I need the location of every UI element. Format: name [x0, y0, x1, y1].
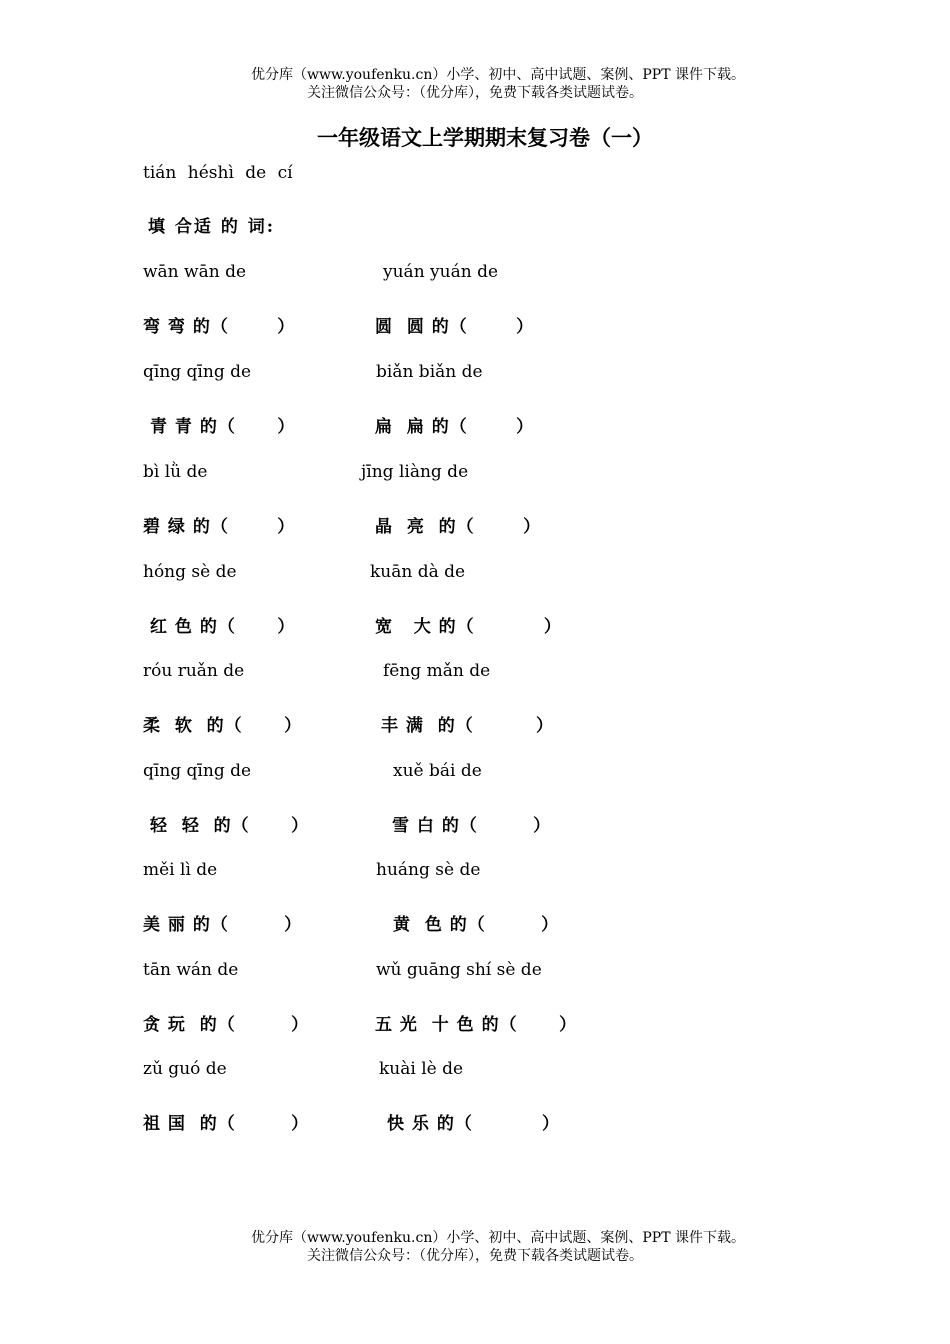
fill-blank-left[interactable]: 弯 弯 的（ ）: [143, 317, 296, 337]
pinyin-left: tān wán de: [143, 960, 239, 980]
pinyin-right: xuě bái de: [393, 761, 482, 781]
pinyin-left: hóng sè de: [143, 562, 237, 582]
fill-blank-right[interactable]: 黄 色 的（ ）: [393, 915, 560, 935]
header-line-1: 优分库（www.youfenku.cn）小学、初中、高中试题、案例、PPT 课件下载。: [250, 67, 745, 83]
fill-blank-right[interactable]: 扁 扁 的（ ）: [375, 417, 535, 437]
page-header: [0, 66, 950, 102]
fill-blank-right[interactable]: 五 光 十 色 的（ ）: [375, 1015, 578, 1035]
pinyin-right: biǎn biǎn de: [376, 362, 483, 382]
pinyin-left: wān wān de: [143, 262, 247, 282]
pinyin-right: yuán yuán de: [383, 262, 499, 282]
footer-line-2: 关注微信公众号：（优分库），免费下载各类试题试卷。: [307, 1248, 643, 1264]
fill-blank-left[interactable]: 贪 玩 的（ ）: [143, 1015, 310, 1035]
page-footer: [0, 1229, 950, 1265]
pinyin-right: kuān dà de: [370, 562, 466, 582]
instruction-text: 填 合适 的 词:: [148, 217, 276, 237]
pinyin-left: qīng qīng de: [143, 362, 252, 382]
fill-blank-right[interactable]: 宽 大 的（ ）: [375, 617, 562, 637]
pinyin-right: huáng sè de: [376, 860, 481, 880]
fill-blank-left[interactable]: 青 青 的（ ）: [150, 417, 296, 437]
pinyin-right: wǔ guāng shí sè de: [376, 960, 542, 980]
pinyin-left: róu ruǎn de: [143, 661, 245, 681]
fill-blank-left[interactable]: 美 丽 的（ ）: [143, 915, 303, 935]
pinyin-right: jīng liàng de: [361, 462, 469, 482]
header-line-2: 关注微信公众号：（优分库），免费下载各类试题试卷。: [307, 85, 643, 101]
fill-blank-right[interactable]: 晶 亮 的（ ）: [375, 517, 542, 537]
fill-blank-left[interactable]: 柔 软 的（ ）: [143, 716, 303, 736]
instruction-pinyin: tián héshì de cí: [143, 163, 293, 183]
pinyin-left: zǔ guó de: [143, 1059, 227, 1079]
footer-line-1: 优分库（www.youfenku.cn）小学、初中、高中试题、案例、PPT 课件下载。: [250, 1230, 745, 1246]
fill-blank-right[interactable]: 快 乐 的（ ）: [387, 1114, 561, 1134]
pinyin-left: qīng qīng de: [143, 761, 252, 781]
fill-blank-right[interactable]: 丰 满 的（ ）: [381, 716, 555, 736]
fill-blank-left[interactable]: 红 色 的（ ）: [150, 617, 296, 637]
pinyin-left: bì lǜ de: [143, 462, 208, 482]
fill-blank-left[interactable]: 祖 国 的（ ）: [143, 1114, 310, 1134]
fill-blank-left[interactable]: 轻 轻 的（ ）: [150, 816, 310, 836]
fill-blank-right[interactable]: 圆 圆 的（ ）: [375, 317, 535, 337]
pinyin-right: kuài lè de: [379, 1059, 464, 1079]
fill-blank-left[interactable]: 碧 绿 的（ ）: [143, 517, 296, 537]
fill-blank-right[interactable]: 雪 白 的（ ）: [392, 816, 552, 836]
pinyin-left: měi lì de: [143, 860, 218, 880]
pinyin-right: fēng mǎn de: [383, 661, 491, 681]
page-title: 一年级语文上学期期末复习卷（一）: [317, 126, 653, 150]
